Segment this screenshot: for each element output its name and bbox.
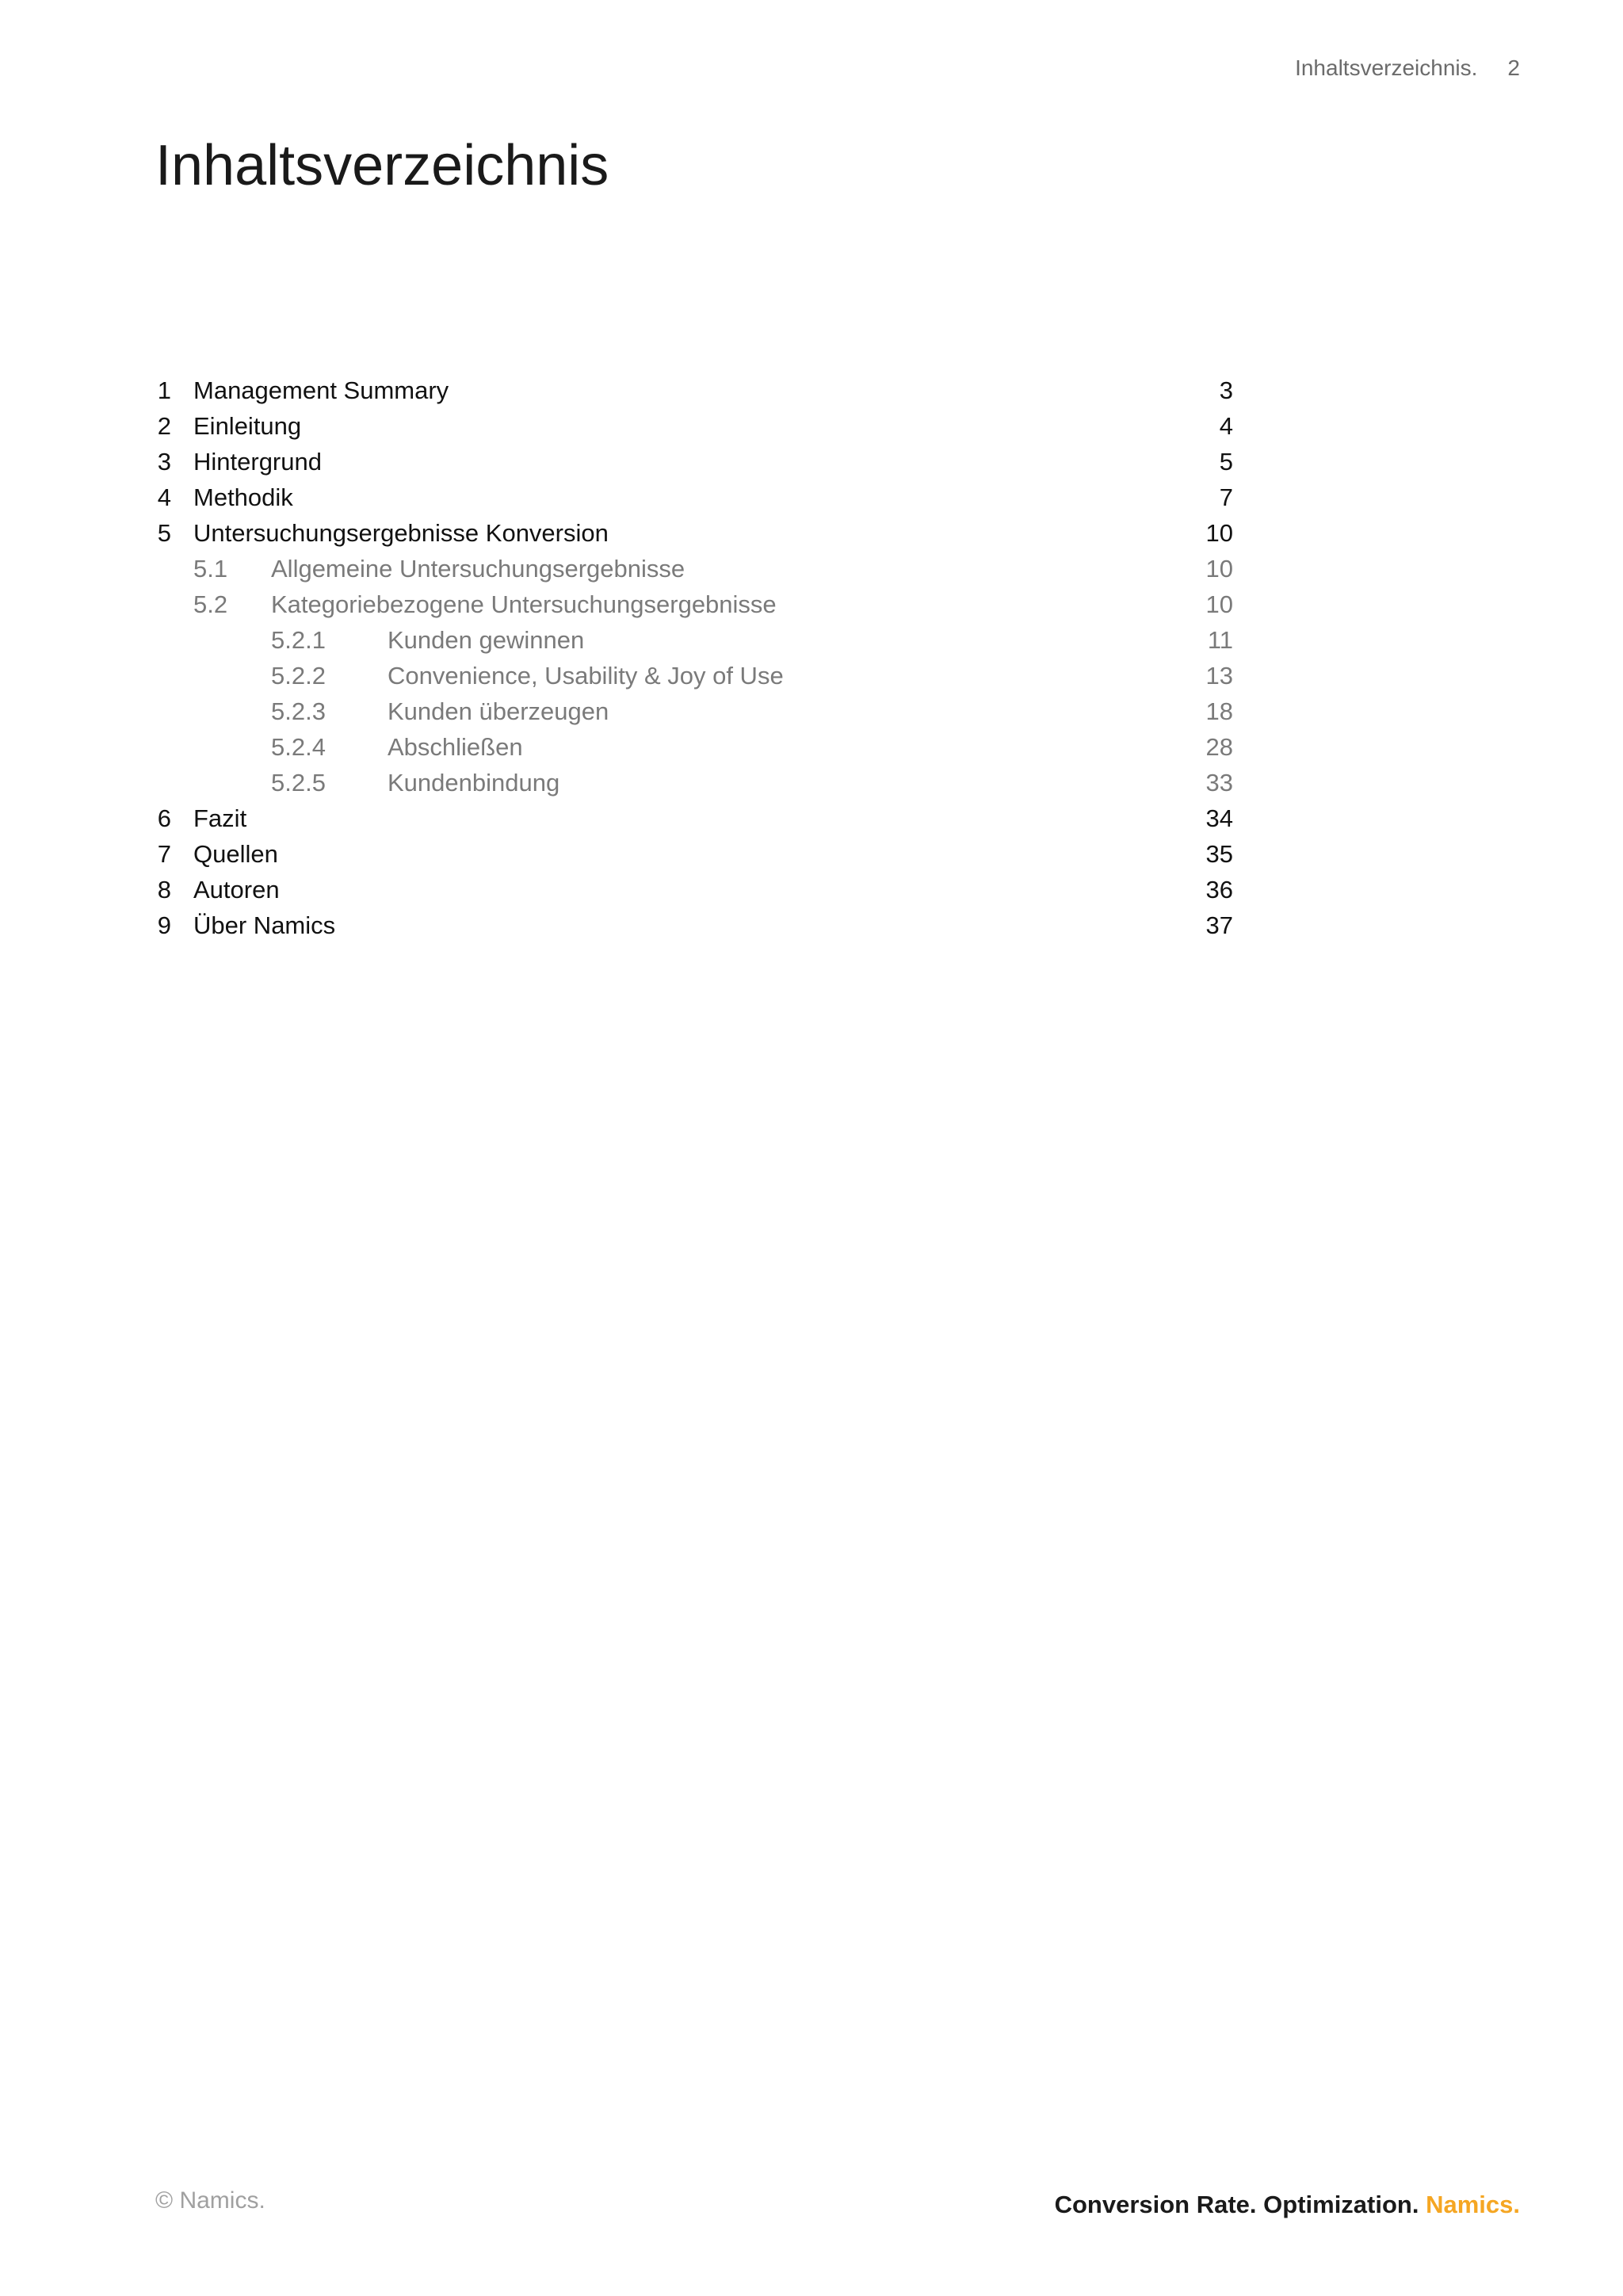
toc-entry[interactable] — [155, 622, 1233, 658]
toc-entry-number: 5.2.4 — [271, 733, 326, 761]
toc-entry-number: 5.2.5 — [271, 769, 326, 797]
toc-entry-number: 9 — [157, 911, 171, 939]
toc-entry-title: Kategoriebezogene Untersuchungsergebnisse — [271, 590, 777, 618]
toc-entry-title: Autoren — [193, 876, 280, 904]
running-header-section: Inhaltsverzeichnis. — [1295, 55, 1478, 80]
toc-entry-title: Einleitung — [193, 412, 302, 440]
toc-entry-title: Kundenbindung — [388, 769, 560, 797]
toc-entry[interactable] — [155, 658, 1233, 693]
toc-entry-page: 13 — [1205, 662, 1233, 690]
toc-entry-title: Kunden überzeugen — [388, 697, 609, 725]
toc-entry-page: 28 — [1205, 733, 1233, 761]
page-title: Inhaltsverzeichnis — [155, 134, 609, 197]
footer-copyright: © Namics. — [155, 2187, 265, 2214]
toc-entry-number: 5.2 — [193, 590, 228, 618]
toc-entry-title: Allgemeine Untersuchungsergebnisse — [271, 555, 685, 583]
toc-entry-title: Hintergrund — [193, 448, 322, 476]
toc-entry[interactable] — [155, 408, 1233, 444]
toc-entry[interactable] — [155, 515, 1233, 551]
toc-entry-page: 35 — [1205, 840, 1233, 868]
toc-entry[interactable] — [155, 372, 1233, 408]
toc-entry-title: Über Namics — [193, 911, 336, 939]
toc-entry-page: 7 — [1219, 483, 1233, 511]
toc-entry-number: 5.2.3 — [271, 697, 326, 725]
footer-tagline: Conversion Rate. Optimization. — [1054, 2191, 1419, 2218]
footer-tagline-block — [1055, 2191, 1520, 2219]
toc-entry-page: 10 — [1205, 519, 1233, 547]
toc-entry-page: 36 — [1205, 876, 1233, 904]
toc-entry-page: 37 — [1205, 911, 1233, 939]
toc-entry-number: 8 — [157, 876, 171, 904]
toc-entry-title: Untersuchungsergebnisse Konversion — [193, 519, 609, 547]
toc-entry-title: Convenience, Usability & Joy of Use — [388, 662, 784, 690]
toc-entry[interactable] — [155, 872, 1233, 907]
toc-entry-number: 5.2.2 — [271, 662, 326, 690]
toc-entry-page: 3 — [1219, 376, 1233, 404]
toc-entry-page: 34 — [1205, 804, 1233, 832]
toc-entry[interactable] — [155, 586, 1233, 622]
footer-brand: Namics. — [1426, 2191, 1520, 2218]
toc-entry[interactable] — [155, 444, 1233, 479]
toc-entry-title: Kunden gewinnen — [388, 626, 585, 654]
toc-entry-title: Quellen — [193, 840, 278, 868]
toc-entry-number: 3 — [157, 448, 171, 476]
toc-entry[interactable] — [155, 551, 1233, 586]
toc-entry[interactable] — [155, 907, 1233, 943]
toc-entry-page: 10 — [1205, 555, 1233, 583]
toc-entry-title: Management Summary — [193, 376, 449, 404]
toc-entry-number: 4 — [157, 483, 171, 511]
toc-entry-page: 18 — [1205, 697, 1233, 725]
toc-entry-number: 5.1 — [193, 555, 228, 583]
toc-entry-title: Methodik — [193, 483, 293, 511]
running-header — [1295, 55, 1520, 81]
toc-entry-number: 6 — [157, 804, 171, 832]
toc-entry[interactable] — [155, 729, 1233, 765]
toc-entry-number: 5.2.1 — [271, 626, 326, 654]
toc-entry[interactable] — [155, 765, 1233, 800]
toc-entry-page: 33 — [1205, 769, 1233, 797]
toc-entry[interactable] — [155, 479, 1233, 515]
toc-entry[interactable] — [155, 800, 1233, 836]
toc-entry[interactable] — [155, 836, 1233, 872]
running-header-page-number: 2 — [1507, 55, 1520, 80]
toc-entry-title: Abschließen — [388, 733, 523, 761]
toc-entry-number: 5 — [157, 519, 171, 547]
toc-entry-page: 4 — [1219, 412, 1233, 440]
table-of-contents — [155, 372, 1233, 943]
toc-entry-page: 10 — [1205, 590, 1233, 618]
toc-entry-page: 11 — [1207, 626, 1233, 654]
toc-entry-title: Fazit — [193, 804, 247, 832]
toc-entry-number: 7 — [157, 840, 171, 868]
toc-entry-number: 1 — [157, 376, 171, 404]
toc-entry-number: 2 — [157, 412, 171, 440]
toc-entry[interactable] — [155, 693, 1233, 729]
toc-entry-page: 5 — [1219, 448, 1233, 476]
